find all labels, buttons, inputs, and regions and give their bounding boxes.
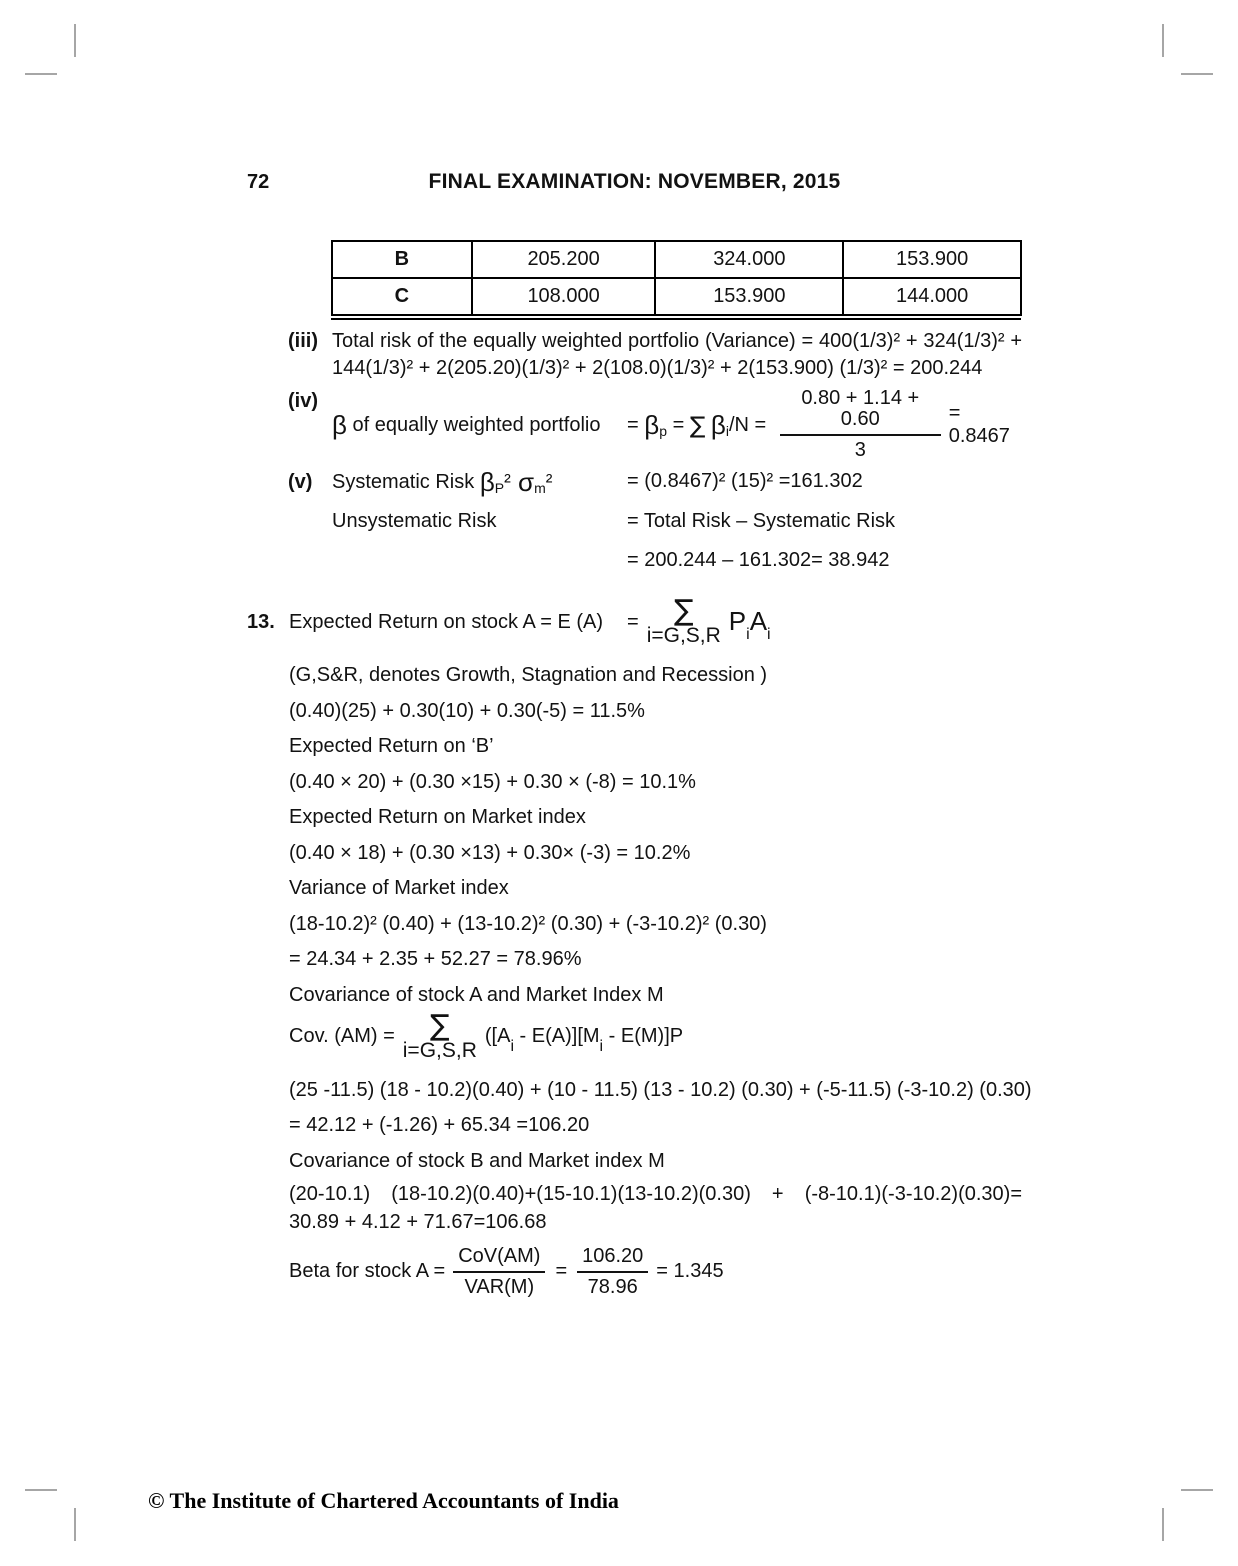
systematic-risk-value: = (0.8467)² (15)² =161.302 <box>627 470 863 492</box>
page-number: 72 <box>247 171 270 193</box>
table-cell-value: 153.900 <box>843 241 1021 278</box>
subscript-p: p <box>659 422 668 439</box>
crop-mark-bottom-right-horizontal <box>1181 1489 1213 1491</box>
question-13-lhs: Expected Return on stock A = E (A) <box>289 610 604 633</box>
solution-line: (0.40)(25) + 0.30(10) + 0.30(-5) = 11.5% <box>289 699 645 722</box>
solution-line: (G,S&R, denotes Growth, Stagnation and Recession ) <box>289 664 768 686</box>
beta-stock-a-lhs: Beta for stock A = <box>289 1260 446 1282</box>
item-iii-body <box>332 328 1022 382</box>
subscript-i: i <box>767 626 771 643</box>
copyright-footer: © The Institute of Chartered Accountants of India <box>148 1488 619 1513</box>
item-iii-text: Total risk of the equally weighted portfolio (Variance) = 400(1/3)² + 324(1/3)² + 144(1/3)² + 2(205.20)(1/3)² + 2(108.0)(1/3)² + 2(153.900) (1/3)² = 200.244 <box>332 330 1022 379</box>
unsystematic-risk-result: = 200.244 – 161.302= 38.942 <box>627 549 890 571</box>
fraction-denominator: VAR(M) <box>464 1275 535 1298</box>
return-var: A <box>749 606 768 636</box>
subscript-i: i <box>599 1038 604 1055</box>
over-n-text: /N = <box>728 413 772 436</box>
table-row <box>332 241 1021 278</box>
equals-sign: = <box>627 610 639 633</box>
equals-sign: = <box>667 413 690 436</box>
unsystematic-risk-result-row <box>332 548 1022 573</box>
subscript-i: i <box>725 422 729 439</box>
systematic-risk-text: Systematic Risk <box>332 471 480 493</box>
subscript-P: P <box>494 480 505 496</box>
table-cell-value: 108.000 <box>472 278 656 315</box>
pi-ai-term <box>728 606 771 643</box>
crop-mark-top-left-vertical <box>74 24 76 57</box>
sigma-symbol: ∑ <box>673 593 694 627</box>
beta-average-fraction <box>780 388 941 461</box>
fraction-numerator: CoV(AM) <box>453 1246 545 1273</box>
unsystematic-risk-row <box>332 509 1022 534</box>
item-iv-body <box>332 388 1022 461</box>
fraction-numerator: 0.80 + 1.14 + 0.60 <box>780 388 941 436</box>
beta-symbol: β <box>479 467 495 497</box>
item-v-body <box>332 469 1022 587</box>
unsystematic-risk-lhs: Unsystematic Risk <box>332 510 497 532</box>
crop-mark-top-right-horizontal <box>1181 73 1213 75</box>
solution-line: (0.40 × 18) + (0.30 ×13) + 0.30× (-3) = 10.2% <box>289 841 691 864</box>
beta-portfolio-result: = 0.8467 <box>948 401 1010 447</box>
crop-mark-top-left-horizontal <box>25 73 57 75</box>
solution-line: Expected Return on Market index <box>289 806 586 828</box>
expression-text: - E(A)][M <box>514 1025 600 1047</box>
systematic-risk-lhs <box>332 469 627 495</box>
question-13-label: 13. <box>247 610 275 633</box>
solution-line: = 42.12 + (-1.26) + 65.34 =106.20 <box>289 1114 590 1136</box>
beta-symbol: β <box>332 409 347 440</box>
page-header <box>247 170 1022 194</box>
subscript-i: i <box>510 1038 514 1055</box>
sigma-sum-with-limits <box>646 593 721 647</box>
table-cell-stock-label: B <box>332 241 472 278</box>
beta-stock-a-result: = 1.345 <box>656 1260 724 1282</box>
table-cell-value: 153.900 <box>655 278 843 315</box>
subscript-m: m <box>534 480 546 496</box>
cov-am-lhs: Cov. (AM) = <box>289 1025 395 1047</box>
sigma-limits: i=G,S,R <box>646 624 721 647</box>
superscript-2: ² <box>545 471 553 493</box>
item-v-label: (v) <box>288 471 313 493</box>
unsystematic-risk-definition: = Total Risk – Systematic Risk <box>627 510 896 532</box>
crop-mark-bottom-left-vertical <box>74 1508 76 1541</box>
sigma-symbol: σ <box>510 467 535 497</box>
table-cell-value: 324.000 <box>655 241 843 278</box>
solution-line: Variance of Market index <box>289 877 509 899</box>
item-iv-label: (iv) <box>288 390 318 412</box>
crop-mark-bottom-right-vertical <box>1162 1508 1164 1541</box>
table-cell-stock-label: C <box>332 278 472 315</box>
item-v <box>288 469 1022 587</box>
sigma-symbol: ∑ <box>689 412 706 439</box>
beta-symbol: β <box>710 409 726 440</box>
solution-line: (0.40 × 20) + (0.30 ×15) + 0.30 × (-8) = 10.1% <box>289 770 696 793</box>
expression-text: - E(M)]P <box>603 1025 684 1047</box>
crop-mark-bottom-left-horizontal <box>25 1489 57 1491</box>
sigma-limits: i=G,S,R <box>402 1038 477 1062</box>
item-iv-lhs-text: of equally weighted portfolio <box>346 413 601 436</box>
crop-mark-top-right-vertical <box>1162 24 1164 57</box>
fraction-denominator: 78.96 <box>587 1275 638 1298</box>
beta-symbol: β <box>644 409 660 440</box>
solution-line: Covariance of stock A and Market Index M <box>289 983 664 1006</box>
probability-var: P <box>728 606 747 636</box>
numeric-fraction <box>577 1246 648 1298</box>
superscript-2: ² <box>504 471 511 493</box>
cov-var-fraction <box>453 1246 545 1298</box>
cov-am-expression <box>484 1025 684 1055</box>
fraction-numerator: 106.20 <box>577 1246 648 1273</box>
question-13 <box>247 593 1022 647</box>
cov-stock-b-paragraph: (20-10.1) (18-10.2)(0.40)+(15-10.1)(13-10.2)(0.30) + (-8-10.1)(-3-10.2)(0.30)= 30.89 + 4.12 + 71.67=106.68 <box>289 1182 1022 1233</box>
solution-line: Expected Return on ‘B’ <box>289 735 494 757</box>
item-iv-rhs <box>627 388 1022 461</box>
equals-sign: = <box>627 413 645 436</box>
portfolio-table <box>331 240 1022 316</box>
item-iv <box>288 388 1022 461</box>
table-cell-value: 144.000 <box>843 278 1021 315</box>
equals-sign: = <box>555 1260 568 1282</box>
cov-am-formula <box>289 1007 1022 1062</box>
page-content <box>247 170 1032 1298</box>
expected-return-formula <box>627 593 771 647</box>
item-iii <box>288 328 1022 382</box>
sigma-symbol: ∑ <box>430 1007 450 1042</box>
empty-cell <box>332 548 627 573</box>
solution-line: = 24.34 + 2.35 + 52.27 = 78.96% <box>289 948 582 970</box>
table-bottom-rule <box>331 318 1021 320</box>
beta-portfolio-expression <box>627 409 772 440</box>
sigma-sum-with-limits <box>402 1007 477 1062</box>
beta-stock-a-formula <box>289 1246 1022 1298</box>
item-iii-label: (iii) <box>288 330 318 352</box>
table-row <box>332 278 1021 315</box>
subscript-i: i <box>746 626 750 643</box>
page-title: FINAL EXAMINATION: NOVEMBER, 2015 <box>428 170 841 193</box>
solution-line: (25 -11.5) (18 - 10.2)(0.40) + (10 - 11.5) (13 - 10.2) (0.30) + (-5-11.5) (-3-10.2) (0.30) <box>289 1078 1032 1101</box>
item-iv-lhs <box>332 409 627 440</box>
expression-text: ([A <box>484 1025 511 1047</box>
solution-line: Covariance of stock B and Market index M <box>289 1149 665 1172</box>
systematic-risk-row <box>332 469 1022 495</box>
fraction-denominator: 3 <box>854 439 866 461</box>
solution-line: (18-10.2)² (0.40) + (13-10.2)² (0.30) + (-3-10.2)² (0.30) <box>289 912 767 935</box>
table-cell-value: 205.200 <box>472 241 656 278</box>
